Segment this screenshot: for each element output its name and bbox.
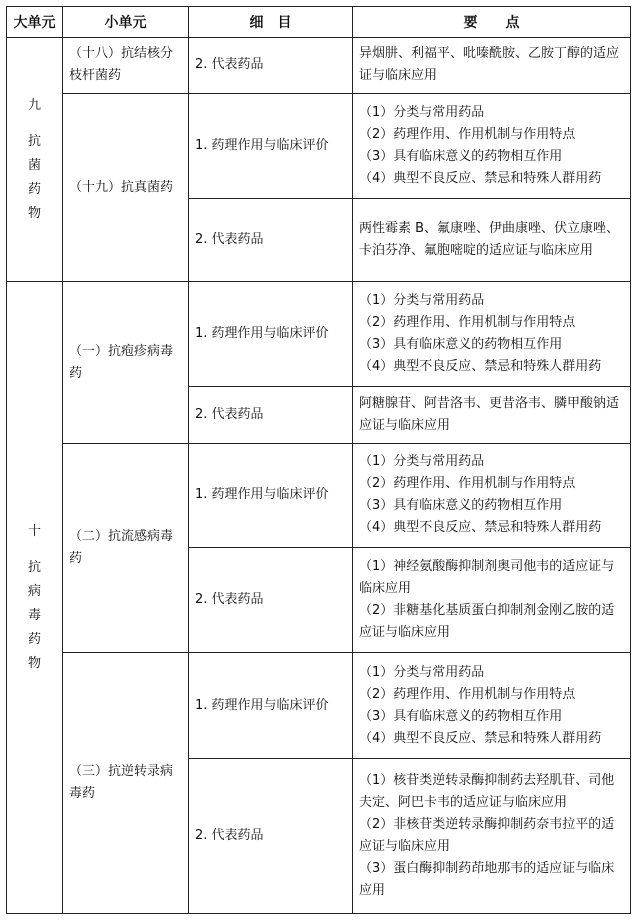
point-item: （1）分类与常用药品 [359, 293, 485, 309]
point-item: （3）具有临床意义的药物相互作用 [359, 148, 563, 164]
point-item: （2）药理作用、作用机制与作用特点 [359, 315, 576, 331]
subunit-cell: （十九）抗真菌药 [63, 93, 189, 281]
table-row [7, 93, 631, 198]
detail-cell: 2. 代表药品 [189, 547, 353, 653]
table-row [7, 282, 631, 387]
unit-number: 九 [27, 97, 41, 113]
point-item: （3）蛋白酶抑制药茚地那韦的适应证与临床应用 [359, 861, 615, 899]
points-cell [353, 198, 631, 281]
point-item: （1）核苷类逆转录酶抑制药去羟肌苷、司他夫定、阿巴卡韦的适应证与临床应用 [359, 773, 615, 811]
point-item: （2）非核苷类逆转录酶抑制药奈韦拉平的适应证与临床应用 [359, 817, 615, 855]
point-item: （2）非糖基化基质蛋白抑制剂金刚乙胺的适应证与临床应用 [359, 603, 615, 641]
point-item: （3）具有临床意义的药物相互作用 [359, 337, 563, 353]
point-item: （2）药理作用、作用机制与作用特点 [359, 476, 576, 492]
header-row [7, 7, 631, 38]
point-item: （1）分类与常用药品 [359, 454, 485, 470]
unit-name: 抗病毒药物 [27, 559, 41, 671]
detail-cell: 2. 代表药品 [189, 759, 353, 914]
detail-cell: 2. 代表药品 [189, 386, 353, 443]
points-cell [353, 443, 631, 547]
points-cell [353, 93, 631, 198]
point-item: （1）分类与常用药品 [359, 664, 485, 680]
table-row [7, 38, 631, 94]
point-item: （3）具有临床意义的药物相互作用 [359, 708, 563, 724]
points-cell [353, 547, 631, 653]
header-points: 要 点 [353, 7, 631, 38]
point-item: 异烟肼、利福平、吡嗪酰胺、乙胺丁醇的适应证与临床应用 [359, 46, 620, 84]
point-item: （4）典型不良反应、禁忌和特殊人群用药 [359, 359, 602, 375]
point-item: （1）神经氨酸酶抑制剂奥司他韦的适应证与临床应用 [359, 559, 615, 597]
detail-cell: 1. 药理作用与临床评价 [189, 443, 353, 547]
subunit-cell: （二）抗流感病毒药 [63, 443, 189, 653]
point-item: （4）典型不良反应、禁忌和特殊人群用药 [359, 520, 602, 536]
points-cell [353, 282, 631, 387]
header-unit: 大单元 [7, 7, 63, 38]
unit-name: 抗菌药物 [27, 133, 41, 221]
subunit-cell: （三）抗逆转录病毒药 [63, 653, 189, 914]
point-item: （1）分类与常用药品 [359, 104, 485, 120]
subunit-cell: （一）抗疱疹病毒药 [63, 282, 189, 444]
point-item: （3）具有临床意义的药物相互作用 [359, 498, 563, 514]
unit-cell [7, 282, 63, 914]
header-subunit: 小单元 [63, 7, 189, 38]
point-item: （4）典型不良反应、禁忌和特殊人群用药 [359, 730, 602, 746]
detail-cell: 1. 药理作用与临床评价 [189, 93, 353, 198]
point-item: 阿糖腺苷、阿昔洛韦、更昔洛韦、膦甲酸钠适应证与临床应用 [359, 395, 620, 433]
points-cell [353, 386, 631, 443]
header-detail: 细 目 [189, 7, 353, 38]
points-cell [353, 759, 631, 914]
point-item: （2）药理作用、作用机制与作用特点 [359, 686, 576, 702]
points-cell [353, 38, 631, 94]
detail-cell: 2. 代表药品 [189, 38, 353, 94]
unit-cell [7, 38, 63, 282]
detail-cell: 1. 药理作用与临床评价 [189, 282, 353, 387]
points-cell [353, 653, 631, 759]
detail-cell: 1. 药理作用与临床评价 [189, 653, 353, 759]
subunit-cell: （十八）抗结核分枝杆菌药 [63, 38, 189, 94]
table-row [7, 653, 631, 759]
syllabus-table [6, 6, 631, 914]
point-item: （4）典型不良反应、禁忌和特殊人群用药 [359, 170, 602, 186]
table-row [7, 443, 631, 547]
point-item: 两性霉素 B、氟康唑、伊曲康唑、伏立康唑、卡泊芬净、氟胞嘧啶的适应证与临床应用 [359, 220, 620, 258]
detail-cell: 2. 代表药品 [189, 198, 353, 281]
point-item: （2）药理作用、作用机制与作用特点 [359, 126, 576, 142]
unit-number: 十 [27, 523, 41, 539]
